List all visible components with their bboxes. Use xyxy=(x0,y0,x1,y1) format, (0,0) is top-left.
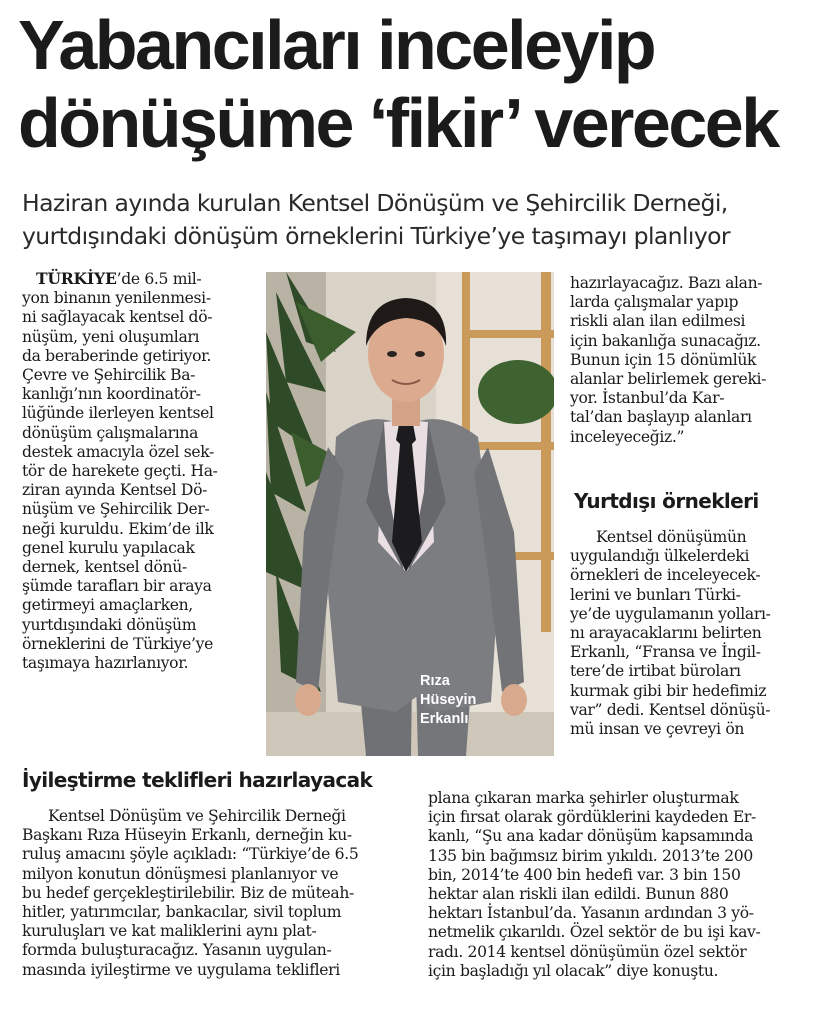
photo-caption xyxy=(420,672,476,729)
text-line: masında iyileştirme ve uygulama teklifleri xyxy=(22,960,340,979)
text-line: Bunun için 15 dönümlük xyxy=(570,350,757,369)
text-line: 135 bin bağımsız birim yıkıldı. 2013’te 200 xyxy=(428,846,753,865)
text-line: destek amacıyla özel sek- xyxy=(22,442,214,461)
subheadline xyxy=(22,187,822,253)
text-line: tere’de irtibat büroları xyxy=(570,662,741,681)
text-line: örnekleri de inceleyecek- xyxy=(570,566,761,585)
article-column-bottom-right xyxy=(428,789,823,981)
text-line: radı. 2014 kentsel dönüşümün özel sektör xyxy=(428,942,747,961)
headline-line: Yabancıları inceleyip xyxy=(18,6,655,84)
caption-line: Rıza xyxy=(420,673,450,689)
subheadline-line: Haziran ayında kurulan Kentsel Dönüşüm ve Şehircilik Derneği, xyxy=(22,189,728,217)
text-line: hazırlayacağız. Bazı alan- xyxy=(570,274,763,292)
portrait-illustration xyxy=(266,272,554,756)
headline-line: dönüşüme ‘fikir’ verecek xyxy=(18,84,778,162)
caption-line: Erkanlı xyxy=(420,711,469,727)
text-line: bin, 2014’te 400 bin hedefi var. 3 bin 150 xyxy=(428,865,741,884)
text-line: kanlı, “Şu ana kadar dönüşüm kapsamında xyxy=(428,827,754,846)
text-line: Başkanı Rıza Hüseyin Erkanlı, derneğin ku- xyxy=(22,826,352,845)
text-line: getirmeyi amaçlarken, xyxy=(22,596,193,615)
text-line: lerini ve bunları Türki- xyxy=(570,585,741,604)
text-line: yurtdışındaki dönüşüm xyxy=(22,615,197,634)
text-line: yon binanın yenilenmesi- xyxy=(22,289,211,308)
text-line: hitler, yatırımcılar, bankacılar, sivil toplum xyxy=(22,903,342,922)
text-line: lüğünde ilerleyen kentsel xyxy=(22,404,214,423)
section-title-abroad: Yurtdışı örnekleri xyxy=(574,489,759,513)
text-line: mü insan ve çevreyi ön xyxy=(570,720,745,739)
article-section-1 xyxy=(22,807,422,980)
text-line: kuruluşları ve kat maliklerini aynı plat- xyxy=(22,922,317,941)
text-line: neği kuruldu. Ekim’de ilk xyxy=(22,519,214,538)
text-line: Çevre ve Şehircilik Ba- xyxy=(22,366,196,385)
subheadline-line: yurtdışındaki dönüşüm örneklerini Türkiye’ye taşımayı planlıyor xyxy=(22,222,730,250)
article-column-1 xyxy=(22,269,262,673)
text-line: Erkanlı, “Fransa ve İngil- xyxy=(570,643,761,662)
text-line: riskli alan ilan edilmesi xyxy=(570,312,746,331)
text-line: kurmak gibi bir hedefimiz xyxy=(570,681,767,700)
article-column-3-continued xyxy=(570,528,820,739)
text-line: nüşüm, yeni oluşumları xyxy=(22,327,200,346)
text-line: inceleyeceğiz.” xyxy=(570,427,685,446)
text-line: plana çıkaran marka şehirler oluşturmak xyxy=(428,789,739,807)
text-line: ni sağlayacak kentsel dö- xyxy=(22,308,213,327)
text-line xyxy=(22,269,262,289)
text-line: tör de harekete geçti. Ha- xyxy=(22,462,218,481)
text-line: bu hedef gerçekleştirilebilir. Biz de müteah- xyxy=(22,883,354,902)
text-line: için bakanlığa sunacağız. xyxy=(570,331,761,350)
text-line: Kentsel Dönüşüm ve Şehircilik Derneği xyxy=(48,807,346,825)
text-line: yor. İstanbul’da Kar- xyxy=(570,389,725,408)
caption-line: Hüseyin xyxy=(420,692,477,708)
text-line: hektarı İstanbul’da. Yasanın ardından 3 yö- xyxy=(428,904,754,923)
text-line: taşımaya hazırlanıyor. xyxy=(22,654,189,673)
text-line: Kentsel dönüşümün xyxy=(596,528,747,546)
text-line: kanlığı’nın koordinatör- xyxy=(22,385,201,404)
text-line: için fırsat olarak gördüklerini kaydeden Er- xyxy=(428,808,756,827)
text-line: dernek, kentsel dönü- xyxy=(22,558,187,577)
headline xyxy=(18,6,818,162)
text-line: tal’dan başlayıp alanları xyxy=(570,408,752,427)
text-line: nüşüm ve Şehircilik Der- xyxy=(22,500,210,519)
text-line: nı arayacaklarını belirten xyxy=(570,624,762,643)
text-line: uygulandığı ülkelerdeki xyxy=(570,547,750,566)
text-line: milyon konutun dönüşmesi planlanıyor ve xyxy=(22,864,339,883)
text-line: örneklerini de Türkiye’ye xyxy=(22,634,213,653)
portrait-photo xyxy=(266,272,554,756)
text-line: larda çalışmalar yapıp xyxy=(570,293,739,312)
text-line: da beraberinde getiriyor. xyxy=(22,346,212,365)
article-column-3 xyxy=(570,274,820,447)
text-line: ziran ayında Kentsel Dö- xyxy=(22,481,208,500)
text-fragment: ’de 6.5 mil- xyxy=(116,270,202,288)
text-line: var” dedi. Kentsel dönüşü- xyxy=(570,700,771,719)
text-line: netmelik çıkarıldı. Özel sektör de bu işi kav- xyxy=(428,923,761,942)
text-line: dönüşüm çalışmalarına xyxy=(22,423,199,442)
text-line: ruluş amacını şöyle açıkladı: “Türkiye’de 6.5 xyxy=(22,845,359,864)
dateline-kicker: TÜRKİYE xyxy=(36,269,117,288)
text-line: alanlar belirlemek gereki- xyxy=(570,370,767,389)
text-line: hektar alan riskli ilan edildi. Bunun 880 xyxy=(428,885,729,904)
text-line: şümde tarafları bir araya xyxy=(22,577,212,596)
text-line: formda buluşturacağız. Yasanın uygulan- xyxy=(22,941,332,960)
text-line: ye’de uygulamanın yolları- xyxy=(570,604,771,623)
text-line: için başladığı yıl olacak” diye konuştu. xyxy=(428,961,719,980)
text-line: genel kurulu yapılacak xyxy=(22,538,195,557)
section-title-improvement: İyileştirme teklifleri hazırlayacak xyxy=(22,768,373,792)
